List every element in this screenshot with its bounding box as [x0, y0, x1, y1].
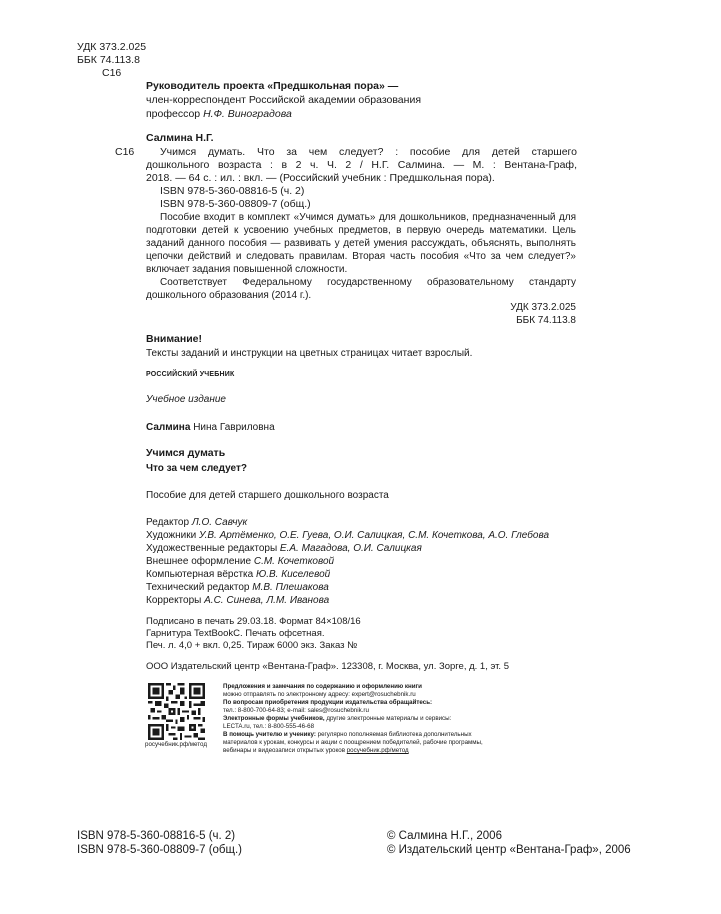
header-udk: УДК 373.2.025 [77, 41, 147, 53]
credit-layout: Компьютерная вёрстка Ю.В. Киселевой [146, 569, 331, 580]
credit-proofreaders: Корректоры А.С. Синева, Л.М. Иванова [146, 595, 330, 606]
footer-copyright1: © Салмина Н.Г., 2006 [387, 830, 502, 842]
credit-artists: Художники У.В. Артёменко, О.Е. Гуева, О.И. Салицкая, С.М. Кочеткова, А.О. Глебова [146, 530, 550, 541]
contacts-h1: Предложения и замечания по содержанию и оформлению книги [223, 683, 422, 690]
author-full: Салмина Нина Гавриловна [146, 422, 275, 433]
biblio-line1: Учимся думать. Что за чем следует? : пособие для детей старшего [160, 146, 577, 158]
book-description: Пособие для детей старшего дошкольного возраста [146, 490, 389, 501]
series-label: РОССИЙСКИЙ УЧЕБНИК [146, 371, 235, 378]
publisher-address: ООО Издательский центр «Вентана-Граф». 123308, г. Москва, ул. Зорге, д. 1, эт. 5 [146, 661, 509, 672]
contacts-h2: По вопросам приобретения продукции издательства обращайтесь: [223, 699, 433, 706]
footer-isbn1: ISBN 978-5-360-08816-5 (ч. 2) [77, 830, 236, 842]
header-bbk: ББК 74.113.8 [77, 54, 140, 66]
biblio-line2: дошкольного возраста : в 2 ч. Ч. 2 / Н.Г. Салмина. — М. : Вентана-Граф, [146, 159, 577, 171]
footer-isbn2: ISBN 978-5-360-08809-7 (общ.) [77, 844, 242, 856]
credit-cover: Внешнее оформление С.М. Кочетковой [146, 556, 335, 567]
project-line3: профессор Н.Ф. Виноградова [146, 108, 292, 120]
footer-copyright2: © Издательский центр «Вентана-Граф», 2006 [387, 844, 631, 856]
contacts-l1: можно отправлять по электронному адресу: expert@rosuchebnik.ru [223, 691, 416, 698]
project-lead: Руководитель проекта «Предшкольная пора» — [146, 80, 399, 92]
attention-text: Тексты заданий и инструкции на цветных страницах читает взрослый. [146, 348, 473, 359]
biblio-line3: 2018. — 64 с. : ил. : вкл. — (Российский учебник : Предшкольная пора). [146, 172, 495, 184]
biblio-standard: Соответствует Федеральному государственному образовательному стандарту дошкольного образования (2014 г.). [146, 277, 576, 302]
print-line2: Гарнитура TextBookC. Печать офсетная. [146, 628, 325, 639]
contacts-l2: тел.: 8-800-700-64-83; e-mail: sales@rosuchebnik.ru [223, 707, 369, 714]
edition-type: Учебное издание [146, 394, 226, 405]
biblio-annotation: Пособие входит в комплект «Учимся думать» для дошкольников, предназначенный для подготовки детей к усвоению учебных предметов, в первую очередь математики. Цель заданий данного пособия — развивать у детей умения рассуждать, объяснять, выполнять цепочки действий и следовать правилам. Вторая часть пособия «Что за чем следует?» включает задания повышенной сложности. [146, 212, 576, 276]
qr-code-icon [148, 683, 205, 740]
contacts-h3: Электронные формы учебников, другие электронные материалы и сервисы: [223, 715, 452, 722]
biblio-bbk: ББК 74.113.8 [516, 315, 576, 326]
biblio-isbn1: ISBN 978-5-360-08816-5 (ч. 2) [160, 185, 305, 197]
credit-tech-editor: Технический редактор М.В. Плешакова [146, 582, 329, 593]
header-code: С16 [102, 67, 122, 79]
contacts-h4: В помощь учителю и ученику: регулярно пополняемая библиотека дополнительных [223, 731, 472, 738]
contacts-l4: материалов к урокам, конкурсы и акции с поощрением победителей, рабочие программы, [223, 739, 483, 746]
contacts-l3: LECTA.ru, тел.: 8-800-555-46-68 [223, 723, 315, 730]
print-line3: Печ. л. 4,0 + вкл. 0,25. Тираж 6000 экз. Заказ № [146, 640, 358, 651]
contacts-l5: вебинары и видеозаписи открытых уроков росучебник.рф/метод [223, 747, 409, 754]
credit-editor: Редактор Л.О. Савчук [146, 517, 248, 528]
project-line2: член-корреспондент Российской академии образования [146, 94, 421, 106]
attention-title: Внимание! [146, 333, 202, 345]
book-title: Учимся думать [146, 447, 226, 459]
method-link[interactable]: росучебник.рф/метод [346, 747, 409, 754]
credit-art-editors: Художественные редакторы Е.А. Магадова, О.И. Салицкая [146, 543, 422, 554]
biblio-author: Салмина Н.Г. [146, 132, 214, 144]
biblio-isbn2: ISBN 978-5-360-08809-7 (общ.) [160, 198, 311, 210]
print-line1: Подписано в печать 29.03.18. Формат 84×108/16 [146, 616, 361, 627]
book-subtitle: Что за чем следует? [146, 463, 247, 474]
biblio-code: С16 [115, 146, 135, 158]
biblio-udk: УДК 373.2.025 [510, 302, 576, 313]
qr-caption: росучебник.рф/метод [145, 741, 207, 748]
